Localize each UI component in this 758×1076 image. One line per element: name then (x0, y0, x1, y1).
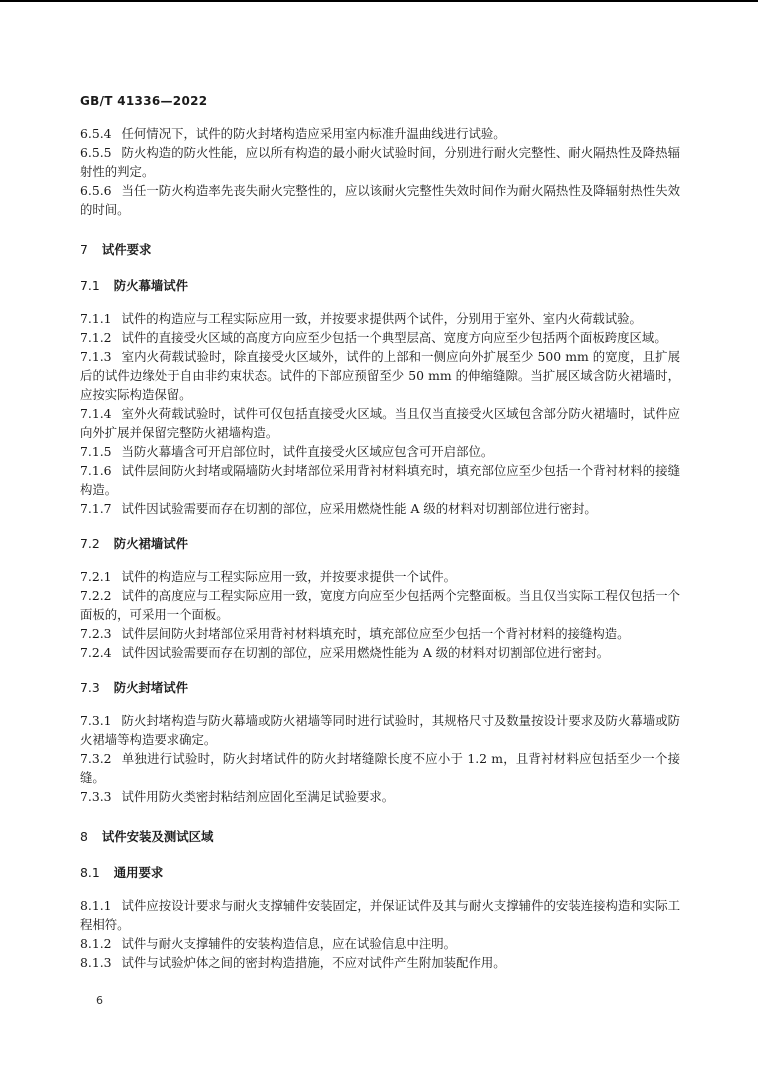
clause-7-2-2: 7.2.2 试件的高度应与工程实际应用一致，宽度方向应至少包括两个完整面板。当且仅当实际工程仅包括一个面板的，可采用一个面板。 (80, 588, 680, 622)
clause-7-1-1: 7.1.1 试件的构造应与工程实际应用一致，并按要求提供两个试件，分别用于室外、室内火荷载试验。 (80, 311, 642, 326)
clause-7-3-3: 7.3.3 试件用防火类密封粘结剂应固化至满足试验要求。 (80, 789, 395, 804)
page-number: 6 (96, 994, 103, 1007)
clause-7-1-3: 7.1.3 室内火荷载试验时，除直接受火区域外，试件的上部和一侧应向外扩展至少 500 mm 的宽度，且扩展后的试件边缘处于自由非约束状态。试件的下部应预留至少 50 mm 的伸缩缝隙。当扩展区域含防火裙墙时，应按实际构造保留。 (80, 349, 680, 402)
clause-7-3-2: 7.3.2 单独进行试验时，防火封堵试件的防火封堵缝隙长度不应小于 1.2 m，且背衬材料应包括至少一个接缝。 (80, 751, 680, 785)
clause-7-1-2: 7.1.2 试件的直接受火区域的高度方向应至少包括一个典型层高、宽度方向应至少包括两个面板跨度区域。 (80, 330, 667, 345)
clause-6-5-6: 6.5.6 当任一防火构造率先丧失耐火完整性的，应以该耐火完整性失效时间作为耐火隔热性及降辐射热性失效的时间。 (80, 183, 680, 217)
clause-6-5-5: 6.5.5 防火构造的防火性能，应以所有构造的最小耐火试验时间，分别进行耐火完整性、耐火隔热性及降热辐射性的判定。 (80, 145, 680, 179)
section-7-1-heading: 7.1 防火幕墙试件 (80, 278, 189, 293)
clause-7-1-4: 7.1.4 室外火荷载试验时，试件可仅包括直接受火区域。当且仅当直接受火区域包含部分防火裙墙时，试件应向外扩展并保留完整防火裙墙构造。 (80, 406, 680, 440)
clause-6-5-4: 6.5.4 任何情况下，试件的防火封堵构造应采用室内标准升温曲线进行试验。 (80, 126, 506, 141)
section-7-3-heading: 7.3 防火封堵试件 (80, 680, 189, 695)
clause-8-1-3: 8.1.3 试件与试验炉体之间的密封构造措施，不应对试件产生附加装配作用。 (80, 955, 506, 970)
document-body (80, 124, 680, 972)
clause-8-1-1: 8.1.1 试件应按设计要求与耐火支撑辅件安装固定，并保证试件及其与耐火支撑辅件的安装连接构造和实际工程相符。 (80, 898, 680, 932)
clause-7-1-5: 7.1.5 当防火幕墙含可开启部位时，试件直接受火区域应包含可开启部位。 (80, 444, 494, 459)
clause-7-2-1: 7.2.1 试件的构造应与工程实际应用一致，并按要求提供一个试件。 (80, 569, 457, 584)
document-code: GB/T 41336—2022 (80, 94, 208, 108)
clause-7-2-3: 7.2.3 试件层间防火封堵部位采用背衬材料填充时，填充部位应至少包括一个背衬材料的接缝构造。 (80, 626, 630, 641)
section-7-heading: 7 试件要求 (80, 242, 152, 257)
section-7-2-heading: 7.2 防火裙墙试件 (80, 536, 189, 551)
section-8-1-heading: 8.1 通用要求 (80, 865, 164, 880)
clause-7-2-4: 7.2.4 试件因试验需要而存在切割的部位，应采用燃烧性能为 A 级的材料对切割部位进行密封。 (80, 645, 610, 660)
clause-7-1-7: 7.1.7 试件因试验需要而存在切割的部位，应采用燃烧性能 A 级的材料对切割部位进行密封。 (80, 501, 597, 516)
clause-8-1-2: 8.1.2 试件与耐火支撑辅件的安装构造信息，应在试验信息中注明。 (80, 936, 457, 951)
clause-7-1-6: 7.1.6 试件层间防火封堵或隔墙防火封堵部位采用背衬材料填充时，填充部位应至少包括一个背衬材料的接缝构造。 (80, 463, 680, 497)
clause-7-3-1: 7.3.1 防火封堵构造与防火幕墙或防火裙墙等同时进行试验时，其规格尺寸及数量按设计要求及防火幕墙或防火裙墙等构造要求确定。 (80, 713, 680, 747)
top-rule (0, 0, 758, 2)
section-8-heading: 8 试件安装及测试区域 (80, 829, 214, 844)
